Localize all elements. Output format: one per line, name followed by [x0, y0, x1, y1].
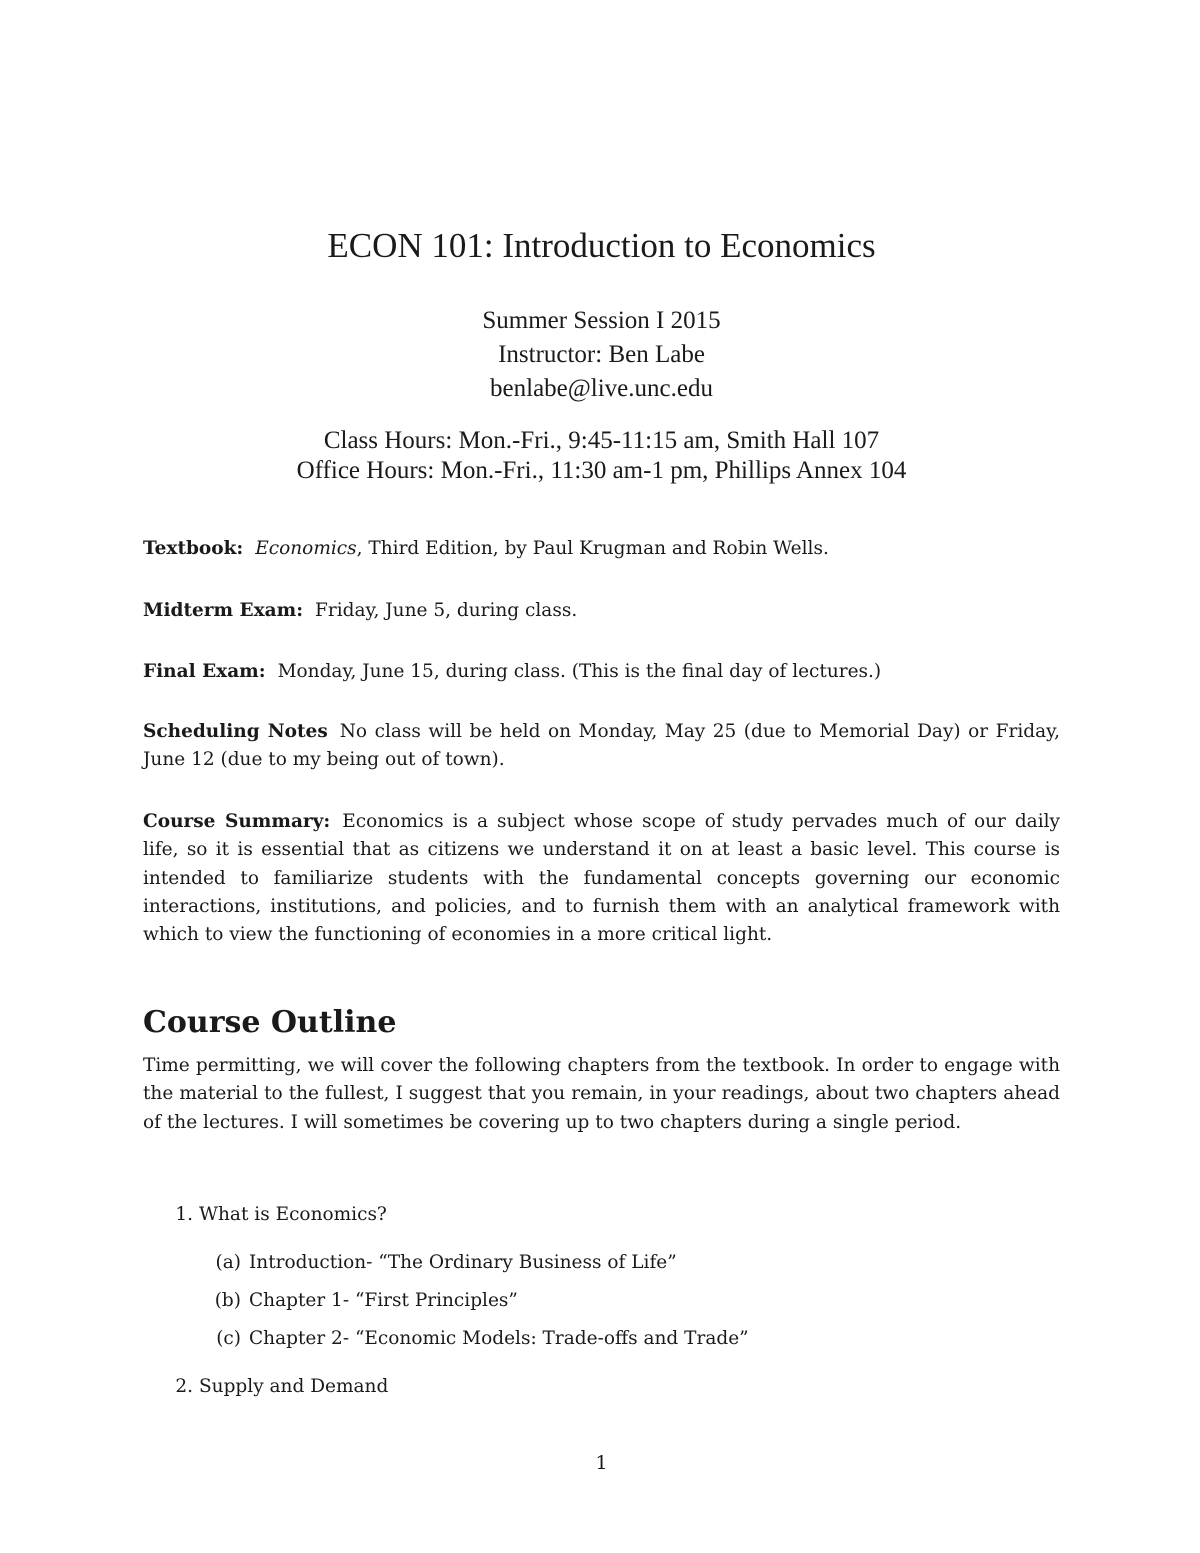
- outline-item: [143, 1376, 388, 1397]
- outline-intro: Time permitting, we will cover the following chapters from the textbook. In order to engage with the material to the fullest, I suggest that you remain, in your readings, about two chapters ahead of the lectures. I will sometimes be covering up to two chapters during a single period.: [143, 1055, 1060, 1133]
- session-line: Summer Session I 2015: [482, 307, 721, 334]
- outline-subitem: [143, 1290, 518, 1311]
- outline-item-label: Supply and Demand: [199, 1376, 389, 1397]
- midterm-label: Midterm Exam:: [143, 600, 304, 621]
- outline-subitem-marker: (b): [214, 1290, 241, 1311]
- outline-subitem: [143, 1252, 677, 1273]
- outline-subitem-label: Chapter 2- “Economic Models: Trade-offs and Trade”: [249, 1328, 749, 1349]
- outline-item: [143, 1204, 387, 1225]
- outline-subitem-marker: (a): [215, 1252, 241, 1273]
- final-paragraph: [143, 658, 1060, 686]
- syllabus-page: [143, 0, 1060, 1553]
- outline-item-number: 1.: [175, 1204, 193, 1225]
- textbook-title: Economics: [255, 538, 357, 559]
- course-outline-heading: Course Outline: [143, 1005, 397, 1040]
- course-meta: [143, 304, 1060, 406]
- outline-subitem-marker: (c): [216, 1328, 241, 1349]
- outline-subitem-label: Introduction- “The Ordinary Business of Life”: [249, 1252, 677, 1273]
- class-hours-line: Class Hours: Mon.-Fri., 9:45-11:15 am, Smith Hall 107: [323, 427, 880, 454]
- final-text: Monday, June 15, during class. (This is the final day of lectures.): [277, 661, 882, 682]
- page-number: 1: [595, 1452, 608, 1474]
- midterm-text: Friday, June 5, during class.: [315, 600, 578, 621]
- outline-subitem: [143, 1328, 749, 1349]
- textbook-label: Textbook:: [143, 538, 244, 559]
- scheduling-label: Scheduling Notes: [143, 721, 328, 742]
- office-hours-line: Office Hours: Mon.-Fri., 11:30 am-1 pm, Phillips Annex 104: [296, 457, 907, 484]
- summary-label: Course Summary:: [143, 811, 331, 832]
- summary-text: Economics is a subject whose scope of study pervades much of our daily life, so it is essential that as citizens we understand it on at least a basic level. This course is intended to familiarize students with the fundamental concepts governing our economic interactions, institutions, and policies, and to furnish them with an analytical framework with which to view the functioning of economies in a more critical light.: [143, 811, 1060, 946]
- textbook-details: , Third Edition, by Paul Krugman and Robin Wells.: [356, 538, 829, 559]
- hours-meta: [143, 426, 1060, 486]
- header-block: [143, 222, 1060, 486]
- email-line: benlabe@live.unc.edu: [490, 375, 713, 402]
- outline-subitem-label: Chapter 1- “First Principles”: [249, 1290, 518, 1311]
- outline-item-number: 2.: [175, 1376, 193, 1397]
- textbook-paragraph: [143, 535, 1060, 563]
- midterm-paragraph: [143, 597, 1060, 625]
- document-title: ECON 101: Introduction to Economics: [327, 226, 876, 265]
- scheduling-paragraph: [143, 718, 1060, 775]
- final-label: Final Exam:: [143, 661, 266, 682]
- outline-item-label: What is Economics?: [199, 1204, 387, 1225]
- scheduling-text: No class will be held on Monday, May 25 (due to Memorial Day) or Friday, June 12 (due to my being out of town).: [143, 721, 1060, 771]
- summary-paragraph: [143, 808, 1060, 949]
- instructor-line: Instructor: Ben Labe: [498, 341, 705, 368]
